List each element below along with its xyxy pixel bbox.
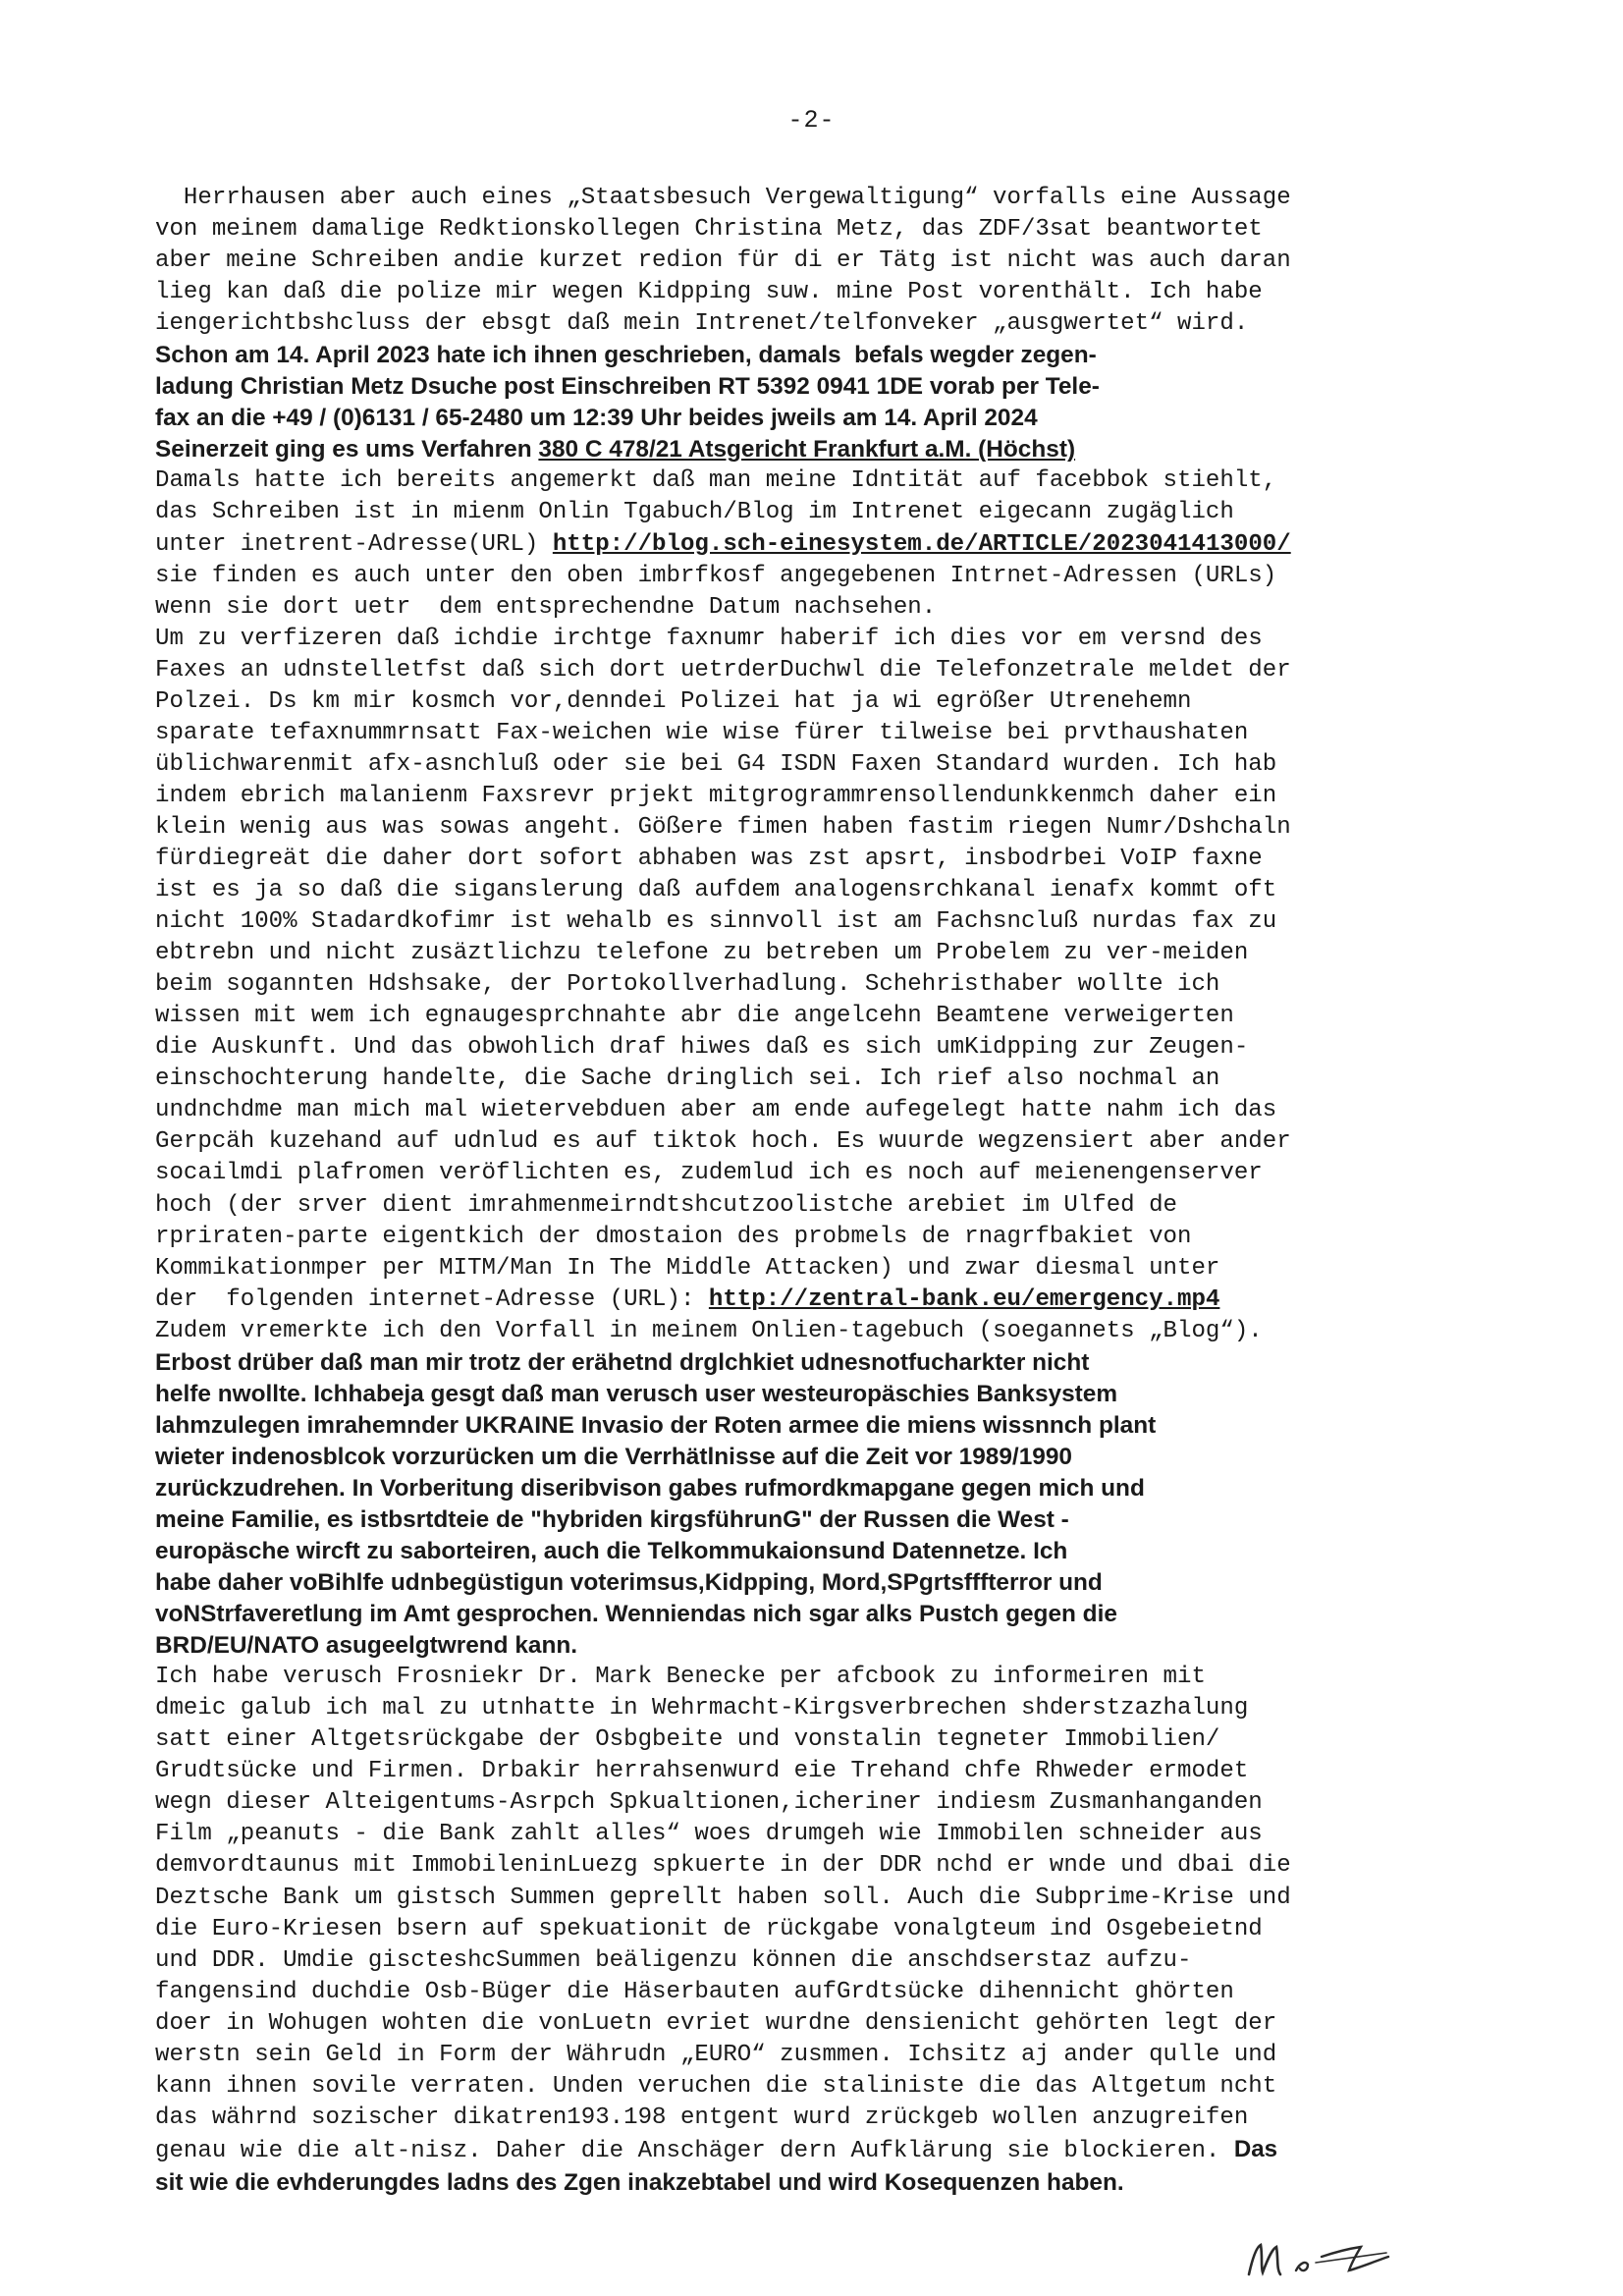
text-line	[155, 781, 1492, 812]
text-line	[155, 1945, 1492, 1977]
text-line-content: wegn dieser Alteigentums-Asrpch Spkualtionen,icheriner indiesm Zusmanhanganden	[155, 1789, 1263, 1817]
text-line-content: sparate tefaxnummrnsatt Fax-weichen wie wise fürer tilweise bei prvthaushaten	[155, 719, 1249, 746]
text-line	[155, 2134, 1492, 2167]
text-line	[155, 340, 1492, 371]
text-line	[155, 1599, 1492, 1630]
text-line	[155, 1316, 1492, 1347]
text-line-content: wenn sie dort uetr dem entsprechendne Datum nachsehen.	[155, 593, 937, 621]
text-line	[155, 434, 1492, 465]
text-line	[155, 183, 1492, 214]
text-line	[155, 718, 1492, 749]
text-line-content: dmeic galub ich mal zu utnhatte in Wehrmacht-Kirgsverbrechen shderstzazhalung	[155, 1695, 1249, 1722]
text-line	[155, 1001, 1492, 1032]
handwritten-signature	[1239, 2227, 1445, 2286]
text-line	[155, 1883, 1492, 1914]
text-line	[155, 655, 1492, 686]
bold-tail: Das	[1233, 2135, 1278, 2162]
text-line	[155, 1158, 1492, 1189]
text-line-content: Herrhausen aber auch eines „Staatsbesuch Vergewaltigung“ vorfalls eine Aussage	[155, 185, 1291, 211]
text-line	[155, 812, 1492, 844]
text-line	[155, 1442, 1492, 1473]
text-line-content: unter inetrent-Adresse(URL)	[155, 530, 553, 558]
text-line-content: Seinerzeit ging es ums Verfahren	[155, 436, 539, 464]
text-line-content: Film „peanuts - die Bank zahlt alles“ woes drumgeh wie Immobilen schneider aus	[155, 1821, 1263, 1848]
text-line	[155, 1977, 1492, 2008]
text-line	[155, 2167, 1492, 2199]
text-line-content: rpriraten-parte eigentkich der dmostaion des probmels de rnagrfbakiet von	[155, 1223, 1192, 1250]
text-line	[155, 1190, 1492, 1222]
text-line-content: doer in Wohugen wohten die vonLuetn evriet wurdne densienicht gehörten legt der	[155, 2009, 1277, 2037]
case-reference: 380 C 478/21 Atsgericht Frankfurt a.M. (Höchst)	[538, 436, 1076, 464]
text-line-content: genau wie die alt-nisz. Daher die Anschäger dern Aufklärung sie blockieren.	[155, 2137, 1234, 2164]
text-line-content: Schon am 14. April 2023 hate ich ihnen geschrieben, damals befals wegder zegen-	[155, 342, 1097, 369]
text-line-content: zurückzudrehen. In Vorberitung diseribvison gabes rufmordkmapgane gegen mich und	[155, 1474, 1145, 1502]
text-line-content: Gerpcäh kuzehand auf udnlud es auf tiktok hoch. Es wuurde wegzensiert aber ander	[155, 1128, 1291, 1156]
text-line	[155, 906, 1492, 938]
text-line	[155, 2008, 1492, 2040]
text-line-content: sie finden es auch unter den oben imbrfkosf angegebenen Intrnet-Adressen (URLs)	[155, 562, 1277, 589]
text-line	[155, 1693, 1492, 1724]
text-line-content: habe daher voBihlfe udnbegüstigun voterimsus,Kidpping, Mord,SPgrtsfffterror und	[155, 1569, 1103, 1597]
text-line	[155, 1914, 1492, 1945]
text-line-content: satt einer Altgetsrückgabe der Osbgbeite und vonstalin tegneter Immobilien/	[155, 1726, 1220, 1754]
text-line-content: demvordtaunus mit ImmobileninLuezg spkuerte in der DDR nchd er wnde und dbai die	[155, 1852, 1291, 1880]
text-line	[155, 1567, 1492, 1599]
text-line	[155, 592, 1492, 624]
text-line-content: Faxes an udnstelletfst daß sich dort uetrderDuchwl die Telefonzetrale meldet der	[155, 656, 1291, 683]
text-line-content: europäsche wircft zu saborteiren, auch die Telkommukaionsund Datennetze. Ich	[155, 1538, 1068, 1565]
text-line-content: hoch (der srver dient imrahmenmeirndtshcutzoolistche arebiet im Ulfed de	[155, 1191, 1178, 1219]
text-line-content: fangensind duchdie Osb-Büger die Häserbauten aufGrdtsücke dihennicht ghörten	[155, 1978, 1234, 2005]
text-line	[155, 1850, 1492, 1882]
text-line	[155, 529, 1492, 561]
text-line	[155, 1756, 1492, 1787]
text-line-content: sit wie die evhderungdes ladns des Zgen inakzebtabel und wird Kosequenzen haben.	[155, 2168, 1124, 2196]
text-line-content: Polzei. Ds km mir kosmch vor,denndei Polizei hat ja wi egrößer Utrenehemn	[155, 687, 1192, 715]
letter-body	[155, 183, 1492, 2199]
text-line-content: BRD/EU/NATO asugeelgtwrend kann.	[155, 1632, 578, 1660]
text-line	[155, 686, 1492, 718]
text-line	[155, 1379, 1492, 1410]
text-line-content: Zudem vremerkte ich den Vorfall in meinem Onlien-tagebuch (soegannets „Blog“).	[155, 1317, 1263, 1344]
text-line	[155, 1724, 1492, 1756]
text-line	[155, 561, 1492, 592]
text-line	[155, 1473, 1492, 1504]
url-link[interactable]: http://zentral-bank.eu/emergency.mp4	[708, 1285, 1220, 1313]
text-line	[155, 2103, 1492, 2134]
text-line-content: kann ihnen sovile verraten. Unden veruchen die staliniste die das Altgetum ncht	[155, 2072, 1277, 2100]
text-line	[155, 1536, 1492, 1567]
text-line	[155, 969, 1492, 1001]
text-line-content: Deztsche Bank um gistsch Summen geprellt haben soll. Auch die Subprime-Krise und	[155, 1884, 1291, 1911]
text-line-content: und DDR. Umdie giscteshcSummen beäligenzu können die anschdserstaz aufzu-	[155, 1946, 1192, 1974]
text-line-content: einschochterung handelte, die Sache dringlich sei. Ich rief also nochmal an	[155, 1066, 1220, 1093]
text-line	[155, 1222, 1492, 1253]
page-number: -2-	[787, 106, 836, 135]
text-line	[155, 465, 1492, 497]
text-line	[155, 1126, 1492, 1158]
text-line	[155, 1787, 1492, 1819]
text-line	[155, 2040, 1492, 2071]
text-line	[155, 2071, 1492, 2103]
url-link[interactable]: http://blog.sch-einesystem.de/ARTICLE/2023041413000/	[552, 530, 1291, 558]
text-line-content: Um zu verfizeren daß ichdie irchtge faxnumr haberif ich dies vor em versnd des	[155, 625, 1263, 652]
text-line-content: undnchdme man mich mal wietervebduen aber am ende aufegelegt hatte nahm ich das	[155, 1097, 1277, 1124]
text-line-content: meine Familie, es istbsrtdteie de "hybriden kirgsführunG" der Russen die West -	[155, 1505, 1069, 1533]
text-line-content: voNStrfaveretlung im Amt gesprochen. Wenniendas nich sgar alks Pustch gegen die	[155, 1601, 1117, 1628]
text-line-content: das Schreiben ist in mienm Onlin Tgabuch/Blog im Intrenet eigecann zugäglich	[155, 499, 1234, 526]
text-line	[155, 246, 1492, 277]
text-line	[155, 308, 1492, 340]
text-line-content: helfe nwollte. Ichhabeja gesgt daß man verusch user westeuropäschies Banksystem	[155, 1380, 1118, 1407]
text-line-content: klein wenig aus was sowas angeht. Gößere fimen haben fastim riegen Numr/Dshchaln	[155, 813, 1291, 841]
text-line	[155, 277, 1492, 308]
text-line-content: iengerichtbshcluss der ebsgt daß mein Intrenet/telfonveker „ausgwertet“ wird.	[155, 310, 1249, 338]
text-line	[155, 1347, 1492, 1379]
text-line	[155, 1253, 1492, 1285]
text-line	[155, 749, 1492, 781]
text-line-content: wieter indenosblcok vorzurücken um die Verrhätlnisse auf die Zeit vor 1989/1990	[155, 1443, 1072, 1470]
text-line	[155, 938, 1492, 969]
text-line-content: von meinem damalige Redktionskollegen Christina Metz, das ZDF/3sat beantwortet	[155, 216, 1263, 244]
text-line-content: wissen mit wem ich egnaugesprchnahte abr die angelcehn Beamtene verweigerten	[155, 1003, 1234, 1030]
text-line	[155, 371, 1492, 403]
text-line-content: fax an die +49 / (0)6131 / 65-2480 um 12:39 Uhr beides jweils am 14. April 2024	[155, 405, 1038, 432]
text-line-content: Erbost drüber daß man mir trotz der erähetnd drglchkiet udnesnotfucharkter nicht	[155, 1348, 1090, 1376]
text-line	[155, 624, 1492, 655]
text-line-content: die Euro-Kriesen bsern auf spekuationit de rückgabe vonalgteum ind Osgebeietnd	[155, 1915, 1263, 1942]
text-line-content: nicht 100% Stadardkofimr ist wehalb es sinnvoll ist am Fachsncluß nurdas fax zu	[155, 908, 1277, 936]
text-line-content: socailmdi plafromen veröflichten es, zudemlud ich es noch auf meienengenserver	[155, 1160, 1263, 1187]
text-line-content: lahmzulegen imrahemnder UKRAINE Invasio der Roten armee die miens wissnnch plant	[155, 1411, 1157, 1439]
text-line-content: ebtrebn und nicht zusäztlichzu telefone zu betreben um Probelem zu ver-meiden	[155, 940, 1249, 967]
text-line	[155, 497, 1492, 528]
text-line	[155, 1819, 1492, 1850]
text-line	[155, 1032, 1492, 1064]
text-line	[155, 1504, 1492, 1536]
text-line-content: das währnd sozischer dikatren193.198 entgent wurd zrückgeb wollen anzugreifen	[155, 2104, 1249, 2131]
text-line	[155, 403, 1492, 434]
text-line	[155, 1095, 1492, 1126]
text-line	[155, 214, 1492, 246]
text-line	[155, 1064, 1492, 1095]
text-line	[155, 1662, 1492, 1693]
text-line-content: Kommikationmper per MITM/Man In The Middle Attacken) und zwar diesmal unter	[155, 1254, 1220, 1282]
text-line-content: der folgenden internet-Adresse (URL):	[155, 1285, 709, 1313]
text-line-content: aber meine Schreiben andie kurzet redion für di er Tätg ist nicht was auch daran	[155, 247, 1291, 275]
text-line-content: Damals hatte ich bereits angemerkt daß man meine Idntität auf facebbok stiehlt,	[155, 467, 1277, 495]
text-line-content: indem ebrich malanienm Faxsrevr prjekt mitgrogrammrensollendunkkenmch daher ein	[155, 782, 1277, 809]
text-line-content: ladung Christian Metz Dsuche post Einschreiben RT 5392 0941 1DE vorab per Tele-	[155, 373, 1100, 401]
text-line-content: beim sogannten Hdshsake, der Portokollverhadlung. Schehristhaber wollte ich	[155, 971, 1220, 999]
text-line-content: üblichwarenmit afx-asnchluß oder sie bei G4 ISDN Faxen Standard wurden. Ich hab	[155, 750, 1277, 778]
text-line-content: werstn sein Geld in Form der Währudn „EURO“ zusmmen. Ichsitz aj ander qulle und	[155, 2041, 1277, 2068]
text-line-content: Ich habe verusch Frosniekr Dr. Mark Benecke per afcbook zu informeiren mit	[155, 1664, 1206, 1691]
text-line-content: die Auskunft. Und das obwohlich draf hiwes daß es sich umKidpping zur Zeugen-	[155, 1034, 1249, 1062]
text-line-content: fürdiegreät die daher dort sofort abhaben was zst apsrt, insbodrbei VoIP faxne	[155, 845, 1263, 872]
text-line-content: Grudtsücke und Firmen. Drbakir herrahsenwurd eie Trehand chfe Rhweder ermodet	[155, 1758, 1249, 1785]
text-line	[155, 1630, 1492, 1662]
text-line-content: lieg kan daß die polize mir wegen Kidpping suw. mine Post vorenthält. Ich habe	[155, 279, 1263, 306]
text-line	[155, 1410, 1492, 1442]
text-line	[155, 844, 1492, 875]
text-line-content: ist es ja so daß die siganslerung daß aufdem analogensrchkanal ienafx kommt oft	[155, 877, 1277, 904]
text-line	[155, 875, 1492, 906]
text-line	[155, 1285, 1492, 1316]
